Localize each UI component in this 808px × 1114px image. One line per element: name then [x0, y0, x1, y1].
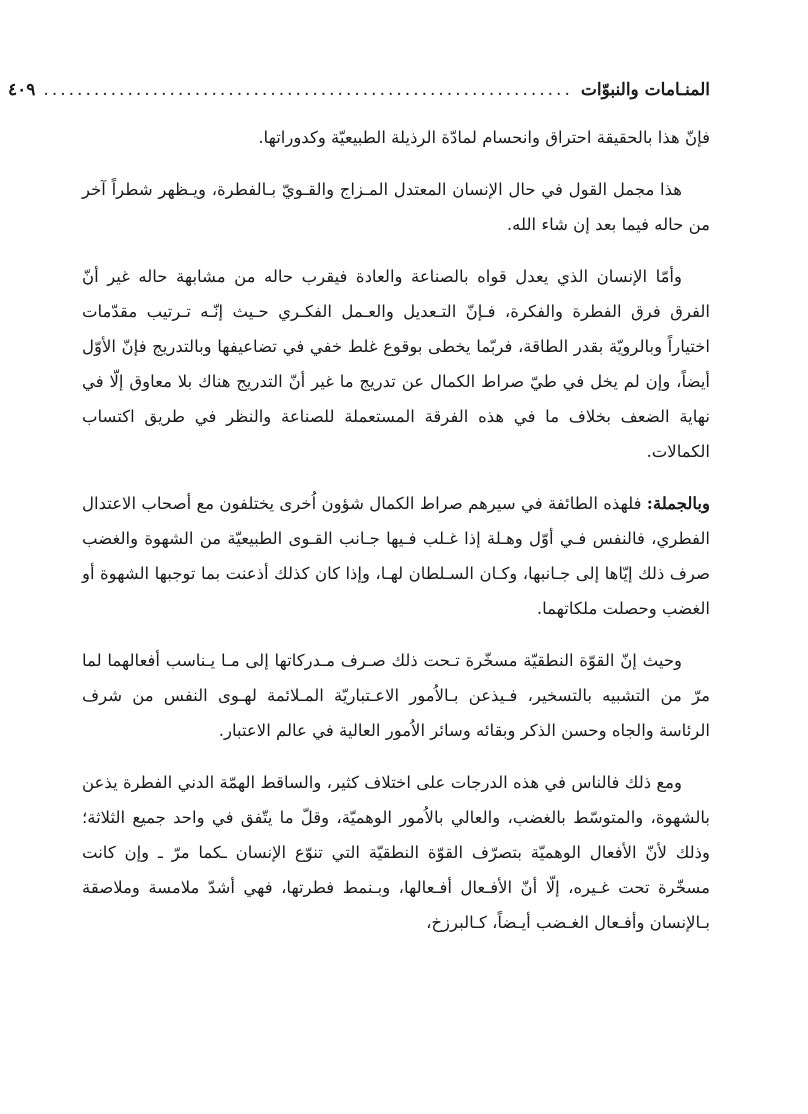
paragraph-4: [82, 486, 710, 626]
paragraph-text: وحيث إنّ القوّة النطقيّة مسخّرة تـحت ذلك صـرف مـدركاتها إلى مـا يـناسب أفعالهما لما مرّ من التشبيه بالتسخير، فـيذعن بـالاُمور الاعـتباريّة المـلائمة لهـوى النفس من شرف الرئاسة والجاه وحسن الذكر وبقائه وسائر الاُمور العالية في عالم الاعتبار.: [82, 651, 710, 740]
paragraph-text: وأمّا الإنسان الذي يعدل قواه بالصناعة والعادة فيقرب حاله من مشابهة حاله غير أنّ الفرق فرق الفطرة والفكرة، فـإنّ التـعديل والعـمل الفكـري حـيث إنّـه تـرتيب مقدّمات اختياراً وبالرويّة بقدر الطاقة، فربّما يخطى بوقوع غلط خفي في تضاعيفها وبالتدريج فإنّ الأوّل أيضاً، وإن لم يخل في طيّ صراط الكمال عن تدريج ما غير أنّ التدريج هناك بلا معاوق إلّا في نهاية الضعف بخلاف ما في هذه الفرقة المستعملة للصناعة والنظر في طريق اكتساب الكمالات.: [82, 267, 710, 461]
paragraph-text: هذا مجمل القول في حال الإنسان المعتدل المـزاج والقـويّ بـالفطرة، ويـظهر شطراً آخر من حاله فيما بعد إن شاء الله.: [82, 180, 710, 234]
paragraph-1: [82, 120, 710, 155]
paragraph-text: فلهذه الطائفة في سيرهم صراط الكمال شؤون اُخرى يختلفون مع أصحاب الاعتدال الفطري، فالنفس فـي أوّل وهـلة إذا غـلب فـيها جـانب القـوى الطبيعيّة من الشهوة والغضب صرف ذلك إيّاها إلى جـانبها، وكـان السـلطان لهـا، وإذا كان كذلك أذعنت بما توجبها الشهوة أو الغضب وحصلت ملكاتهما.: [82, 494, 710, 618]
paragraph-2: [82, 172, 710, 242]
book-page: [8, 80, 710, 957]
paragraph-text: فإنّ هذا بالحقيقة احتراق وانحسام لمادّة الرذيلة الطبيعيّة وكدوراتها.: [258, 128, 710, 147]
paragraph-3: [82, 259, 710, 469]
page-header: [8, 80, 710, 116]
paragraph-5: [82, 643, 710, 748]
paragraph-text: ومع ذلك فالناس في هذه الدرجات على اختلاف كثير، والساقط الهمّة الدني الفطرة يذعن بالشهوة، والمتوسّط بالغضب، والعالي بالاُمور الوهميّة، وقلّ ما يتّفق في واحد جميع الثلاثة؛ وذلك لأنّ الأفعال الوهميّة بتصرّف القوّة النطقيّة التي تنوّع الإنسان ـكما مرّ ـ وإن كانت مسخّرة تحت غـيره، إلّا أنّ الأفـعال أفـعالها، وبـنمط فطرتها، فهي أشدّ ملامسة وملاصقة بـالإنسان وأفـعال الغـضب أيـضاً، كـالبرزخ،: [82, 773, 710, 932]
paragraph-6: [82, 765, 710, 940]
running-title: المنـامات والنبوّات: [580, 80, 710, 100]
page-number: ٤٠٩: [8, 80, 36, 100]
header-leader-dots: ...............................................................: [43, 80, 573, 100]
paragraph-lead: وبالجملة:: [646, 494, 710, 513]
